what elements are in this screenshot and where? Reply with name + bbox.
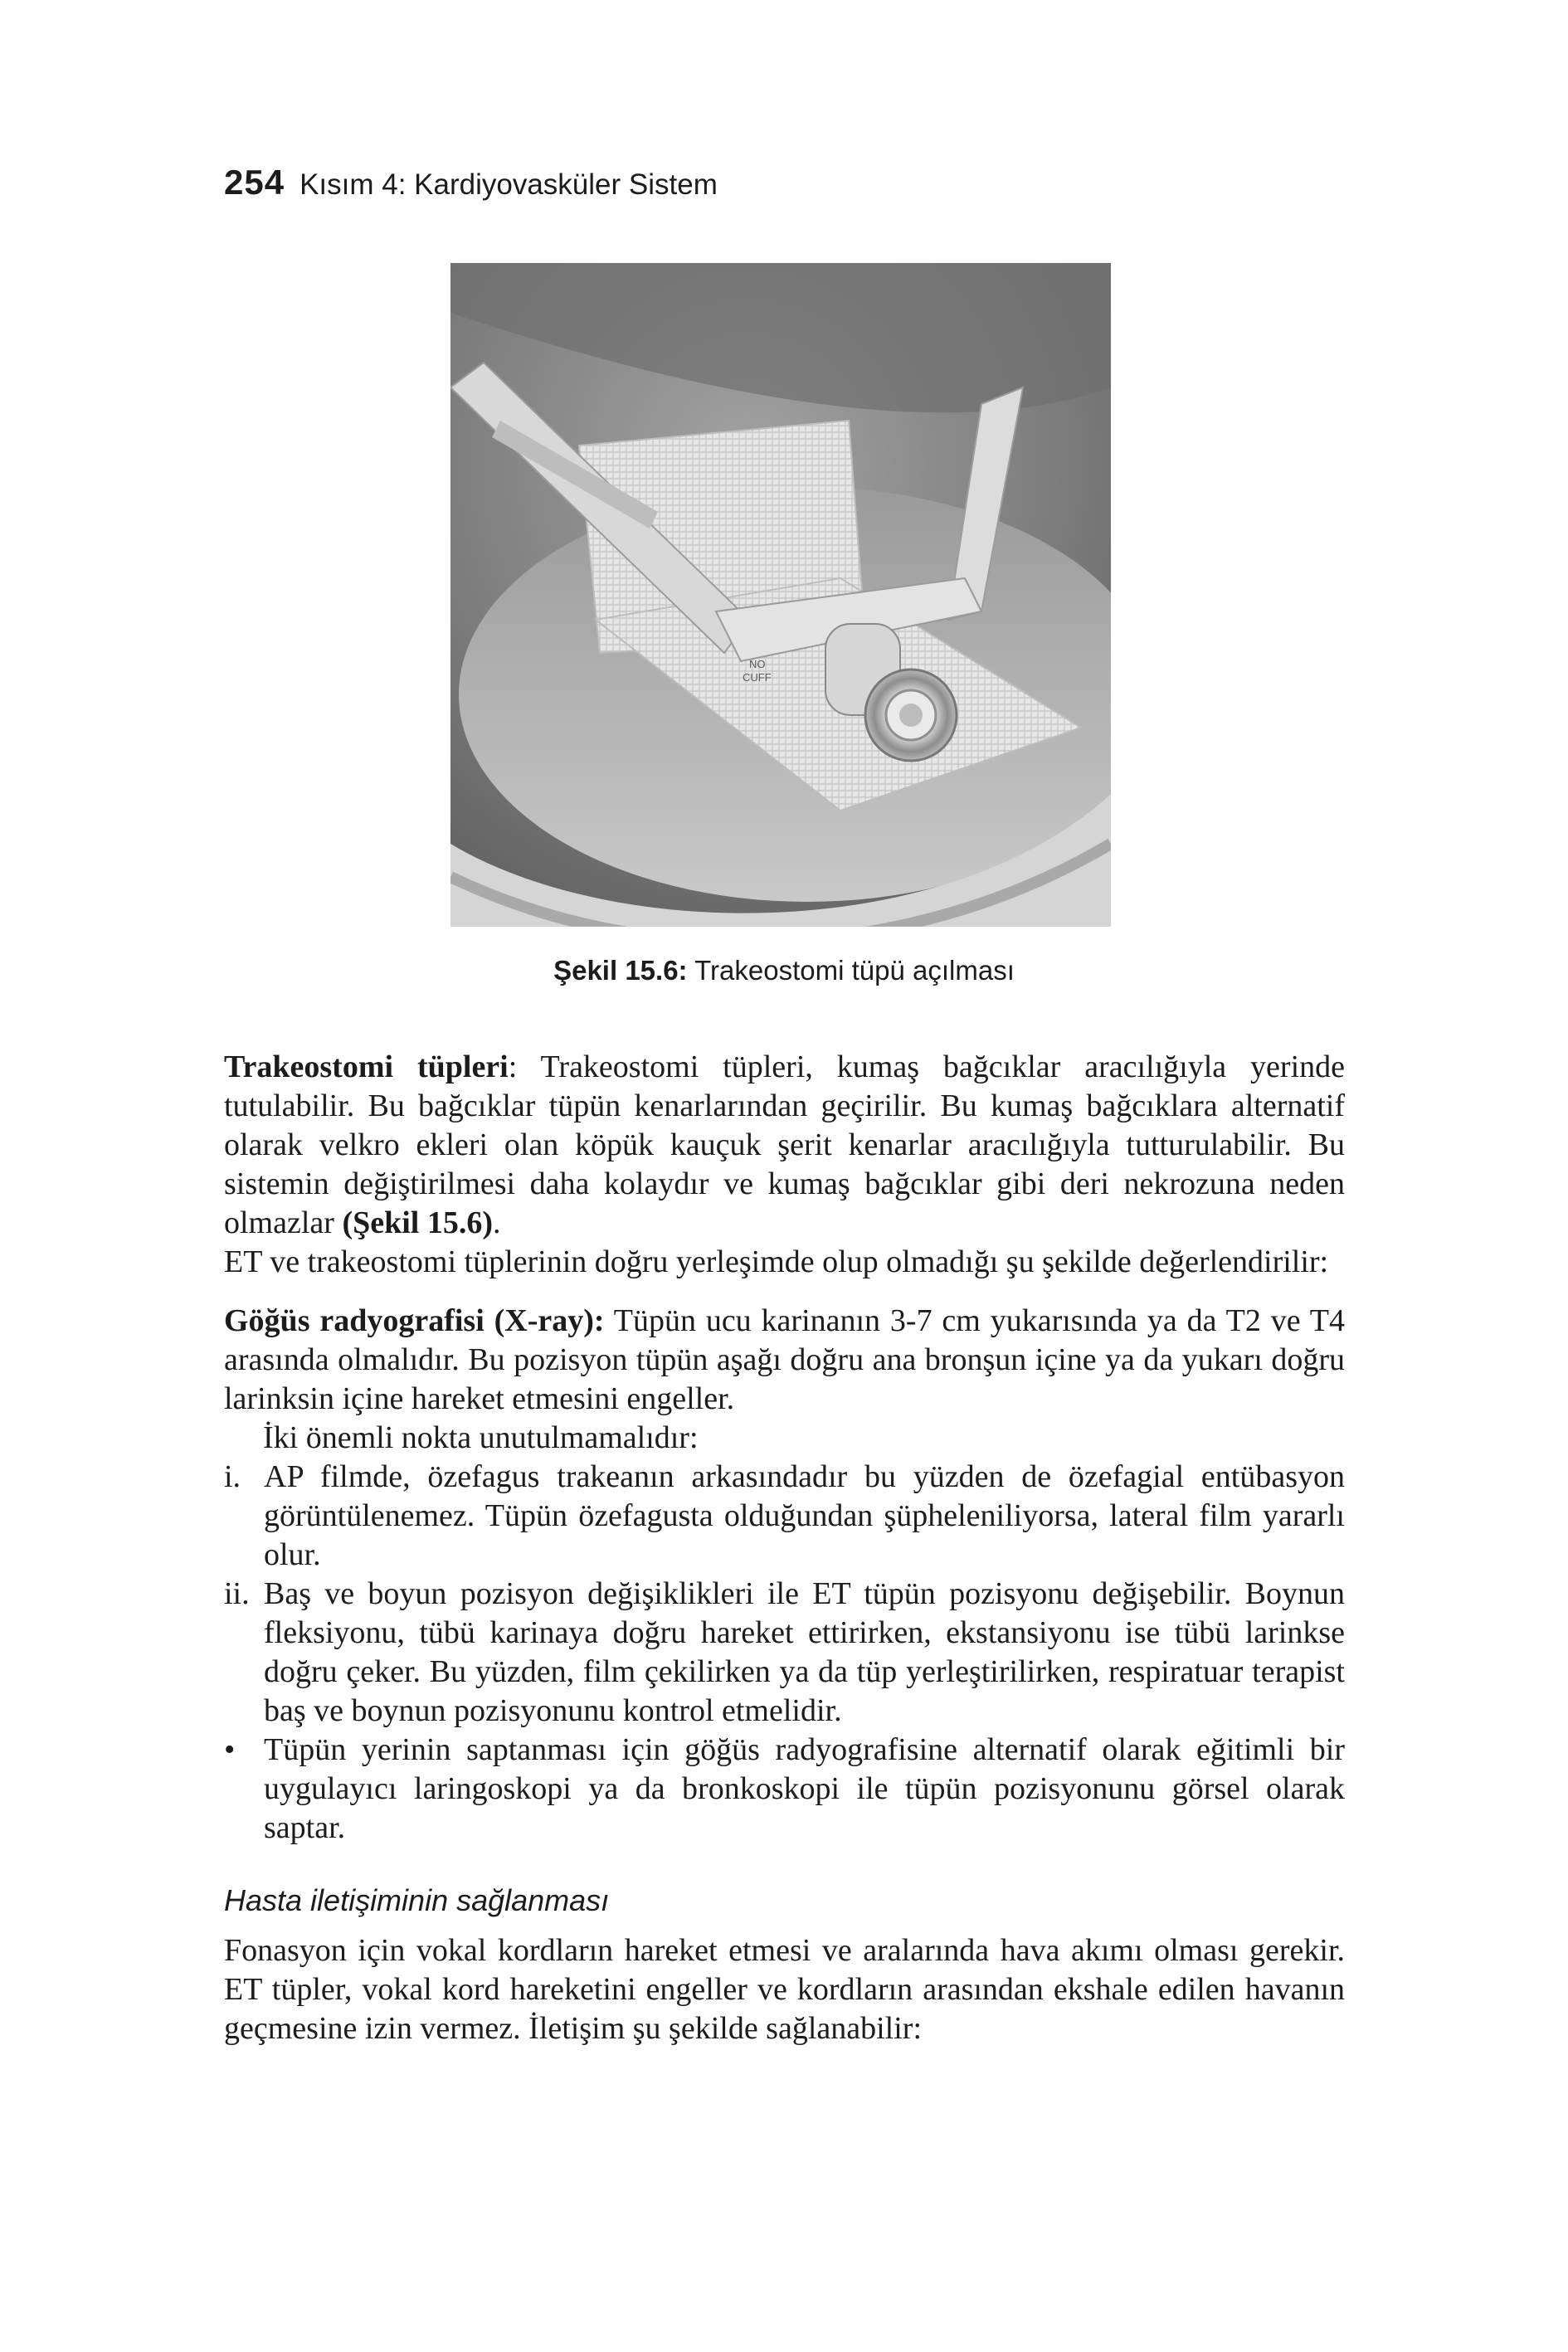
list-item — [224, 1458, 1345, 1575]
list-item — [224, 1575, 1345, 1731]
bullet-marker: • — [224, 1732, 236, 1767]
running-head — [224, 163, 718, 202]
note-two-points: İki önemli nokta unutulmamalıdır: — [263, 1420, 699, 1455]
subheading-patient-communication: Hasta iletişiminin sağlanması — [224, 1883, 610, 1917]
list-marker: ii. — [224, 1576, 250, 1611]
list-item-text: Baş ve boyun pozisyon değişiklikleri ile ET tüpün pozisyonu değişebilir. Boynun fleksiyonu, tübü karinaya doğru hareket ettirirken, ekstansiyonu ise tübü larinkse doğru çeker. Bu yüzden, film çekilirken ya da tüp yerleştirilirken, respiratuar terapist baş ve boynun pozisyonunu kontrol etmelidir. — [264, 1576, 1345, 1728]
paragraph-tracheostomy-tubes: Trakeostomi tüpleri: Trakeostomi tüpleri, kumaş bağcıklar aracılığıyla yerinde tutulabilir. Bu bağcıklar tüpün kenarlarından geçirilir. Bu kumaş bağcıklara alternatif olarak velkro ekleri olan köpük kauçuk şerit kenarlar aracılığıyla tutturulabilir. Bu sistemin değiştirilmesi daha kolaydır ve kumaş bağcıklar gibi deri nekrozuna neden olmazlar (Şekil 15.6). — [224, 1049, 1345, 1240]
term-tracheostomy-tubes: Trakeostomi tüpleri — [224, 1049, 509, 1084]
body-text — [224, 1048, 1345, 2048]
list-marker: i. — [224, 1459, 241, 1494]
tube-label-cuff: CUFF — [743, 671, 772, 684]
figure-label: Şekil 15.6: — [553, 955, 688, 986]
list-item-text: AP filmde, özefagus trakeanın arkasındadır bu yüzden de özefagial entübasyon görüntülenemez. Tüpün özefagusta olduğundan şüpheleniliyorsa, lateral film yararlı olur. — [264, 1459, 1345, 1572]
figure-caption-text: Trakeostomi tüpü açılması — [694, 955, 1015, 986]
figure-reference: (Şekil 15.6) — [342, 1205, 493, 1240]
figure-photo — [450, 263, 1111, 927]
section-title: Kısım 4: Kardiyovasküler Sistem — [299, 168, 718, 201]
term-chest-xray: Göğüs radyografisi (X-ray): — [224, 1303, 605, 1338]
paragraph-chest-xray: Göğüs radyografisi (X-ray): Tüpün ucu karinanın 3-7 cm yukarısında ya da T2 ve T4 arasında olmalıdır. Bu pozisyon tüpün aşağı doğru ana bronşun içine ya da yukarı doğru larinksin içine hareket etmesini engeller. — [224, 1303, 1345, 1416]
paragraph-phonation: Fonasyon için vokal kordların hareket etmesi ve aralarında hava akımı olması gerekir. ET tüpler, vokal kord hareketini engeller ve kordların arasından ekshale edilen havanın geçmesine izin vermez. İletişim şu şekilde sağlanabilir: — [224, 1933, 1345, 2046]
page-number: 254 — [224, 163, 285, 202]
figure-caption — [0, 955, 1568, 986]
list-item — [224, 1731, 1345, 1848]
tube-label-no: NO — [749, 658, 766, 670]
paragraph-assessment: ET ve trakeostomi tüplerinin doğru yerleşimde olup olmadığı şu şekilde değerlendirilir: — [224, 1244, 1329, 1279]
list-item-text: Tüpün yerinin saptanması için göğüs radyografisine alternatif olarak eğitimli bir uygulayıcı laringoskopi ya da bronkoskopi ile tüpün pozisyonunu görsel olarak saptar. — [264, 1732, 1345, 1845]
